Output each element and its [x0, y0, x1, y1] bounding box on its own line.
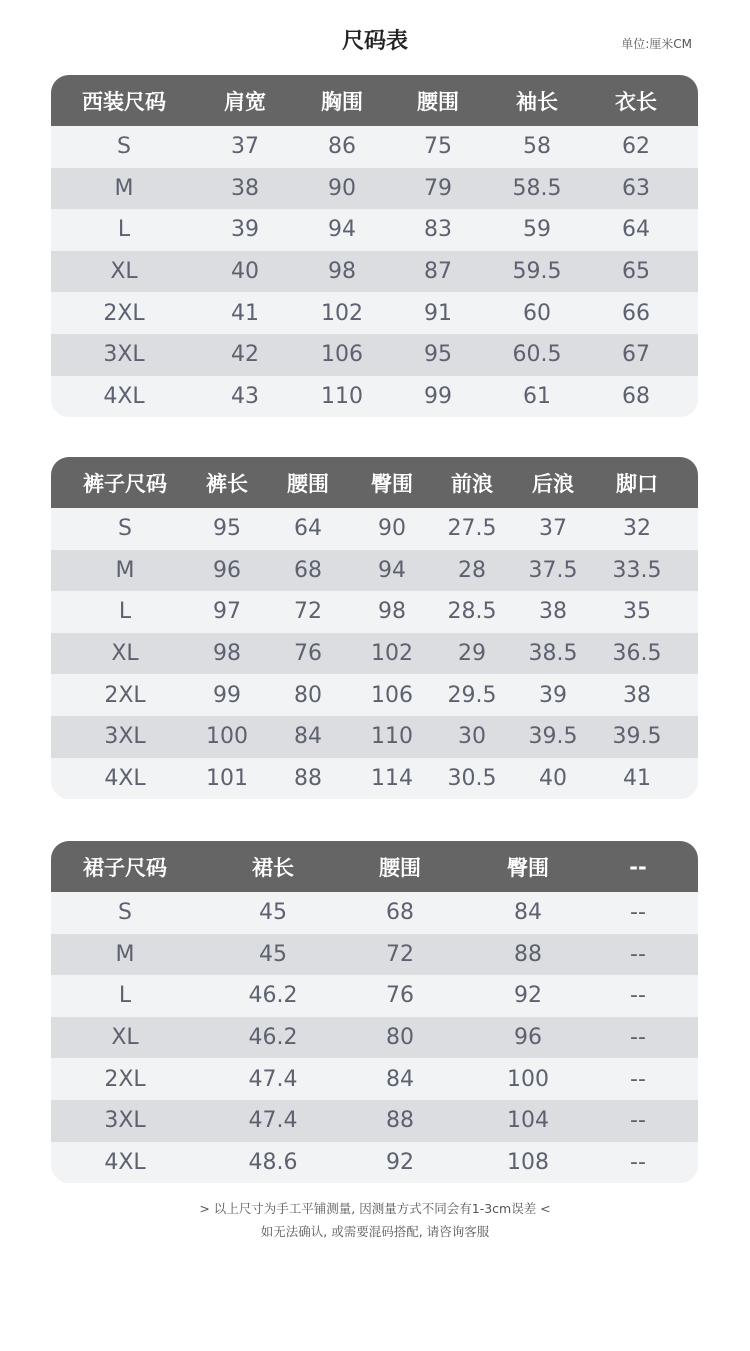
table-cell: 84 [386, 1066, 414, 1092]
skirt-size-table [51, 841, 698, 1183]
table-cell: 38.5 [528, 641, 578, 667]
column-header: -- [629, 854, 647, 879]
table-cell: 94 [378, 557, 406, 583]
size-label: 2XL [104, 1066, 146, 1092]
size-label: M [115, 941, 135, 967]
column-header: 裙长 [252, 855, 294, 880]
table-cell: 97 [213, 599, 241, 625]
table-cell: 72 [294, 599, 322, 625]
table-cell: 102 [321, 300, 363, 326]
table-cell: 33.5 [612, 557, 662, 583]
table-row [51, 892, 698, 934]
table-cell: 62 [622, 134, 650, 160]
table-cell: -- [630, 1108, 646, 1134]
column-header: 腰围 [379, 855, 421, 880]
table-cell: 28.5 [447, 599, 497, 625]
size-label: 4XL [104, 765, 146, 791]
table-cell: 64 [622, 217, 650, 243]
table-cell: 61 [523, 383, 551, 409]
table-cell: 66 [622, 300, 650, 326]
table-cell: 38 [623, 682, 651, 708]
table-row [51, 1100, 698, 1142]
pants-table-header [51, 457, 698, 508]
table-cell: 40 [231, 259, 259, 285]
size-label: L [117, 217, 131, 243]
size-label: 4XL [103, 383, 145, 409]
table-cell: 96 [213, 557, 241, 583]
table-cell: 86 [328, 134, 356, 160]
table-row [51, 376, 698, 418]
column-header: 衣长 [615, 89, 657, 114]
column-header: 臀围 [371, 471, 413, 496]
table-cell: 37 [539, 516, 567, 542]
table-row [51, 1017, 698, 1059]
table-cell: 95 [424, 342, 452, 368]
table-cell: 60.5 [512, 342, 562, 368]
table-row [51, 674, 698, 716]
size-label: 4XL [104, 1149, 146, 1175]
table-cell: 47.4 [248, 1066, 298, 1092]
size-label: 3XL [104, 724, 146, 750]
size-label: M [115, 557, 135, 583]
column-header: 后浪 [532, 471, 574, 496]
table-cell: 102 [371, 641, 413, 667]
table-cell: 38 [539, 599, 567, 625]
table-cell: 48.6 [248, 1149, 298, 1175]
table-cell: 39.5 [528, 724, 578, 750]
table-row [51, 758, 698, 800]
table-cell: 68 [622, 383, 650, 409]
table-cell: 68 [294, 557, 322, 583]
table-cell: 63 [622, 175, 650, 201]
size-label: S [118, 900, 132, 926]
table-cell: -- [630, 1149, 646, 1175]
table-cell: 87 [424, 259, 452, 285]
column-header: 西装尺码 [82, 89, 166, 114]
table-cell: 80 [386, 1025, 414, 1051]
table-cell: 58 [523, 134, 551, 160]
skirt-table-header [51, 841, 698, 892]
table-cell: 45 [259, 941, 287, 967]
table-cell: 91 [424, 300, 452, 326]
table-cell: 40 [539, 765, 567, 791]
pants-size-table [51, 457, 698, 799]
table-cell: 114 [371, 765, 413, 791]
column-header: 裤长 [206, 471, 248, 496]
column-header: 脚口 [616, 471, 658, 496]
table-cell: 99 [424, 383, 452, 409]
size-label: XL [110, 259, 138, 285]
table-cell: -- [630, 983, 646, 1009]
table-cell: 92 [386, 1149, 414, 1175]
table-cell: 29 [458, 641, 486, 667]
table-cell: -- [630, 941, 646, 967]
table-cell: 88 [386, 1108, 414, 1134]
table-row [51, 591, 698, 633]
table-cell: 90 [328, 175, 356, 201]
table-cell: 47.4 [248, 1108, 298, 1134]
table-cell: 43 [231, 383, 259, 409]
table-cell: 39 [539, 682, 567, 708]
column-header: 前浪 [451, 471, 493, 496]
table-cell: 75 [424, 134, 452, 160]
table-cell: 98 [378, 599, 406, 625]
table-cell: 64 [294, 516, 322, 542]
table-cell: 80 [294, 682, 322, 708]
size-label: S [118, 516, 132, 542]
table-cell: 42 [231, 342, 259, 368]
table-row [51, 716, 698, 758]
size-label: 2XL [104, 682, 146, 708]
table-cell: 95 [213, 516, 241, 542]
size-label: 3XL [103, 342, 145, 368]
table-cell: 36.5 [612, 641, 662, 667]
table-row [51, 633, 698, 675]
table-cell: 110 [321, 383, 363, 409]
size-label: XL [111, 1025, 139, 1051]
table-cell: 106 [321, 342, 363, 368]
table-cell: 79 [424, 175, 452, 201]
table-cell: 84 [514, 900, 542, 926]
table-cell: 58.5 [512, 175, 562, 201]
table-cell: 59.5 [512, 259, 562, 285]
column-header: 裤子尺码 [83, 471, 167, 496]
table-row [51, 1142, 698, 1184]
table-cell: 46.2 [248, 1025, 298, 1051]
table-row [51, 975, 698, 1017]
table-cell: 37 [231, 134, 259, 160]
table-row [51, 126, 698, 168]
suit-size-table [51, 75, 698, 417]
table-cell: -- [630, 900, 646, 926]
size-label: L [118, 599, 132, 625]
table-row [51, 168, 698, 210]
table-cell: 90 [378, 516, 406, 542]
table-cell: 100 [507, 1066, 549, 1092]
table-cell: 67 [622, 342, 650, 368]
size-label: L [118, 983, 132, 1009]
table-cell: 84 [294, 724, 322, 750]
size-label: M [114, 175, 134, 201]
column-header: 胸围 [321, 89, 363, 114]
table-row [51, 508, 698, 550]
table-cell: 39.5 [612, 724, 662, 750]
table-cell: 88 [294, 765, 322, 791]
table-cell: 106 [371, 682, 413, 708]
table-cell: 46.2 [248, 983, 298, 1009]
suit-table-header [51, 75, 698, 126]
column-header: 裙子尺码 [83, 855, 167, 880]
column-header: 袖长 [516, 89, 558, 114]
column-header: 腰围 [417, 89, 459, 114]
table-cell: 59 [523, 217, 551, 243]
page-title: 尺码表 [341, 29, 408, 54]
table-cell: 41 [231, 300, 259, 326]
table-cell: 35 [623, 599, 651, 625]
column-header: 臀围 [507, 855, 549, 880]
table-cell: 88 [514, 941, 542, 967]
table-cell: 28 [458, 557, 486, 583]
table-row [51, 209, 698, 251]
table-cell: 37.5 [528, 557, 578, 583]
table-row [51, 1058, 698, 1100]
table-cell: 65 [622, 259, 650, 285]
contact-note: 如无法确认, 或需要混码搭配, 请咨询客服 [260, 1224, 490, 1239]
column-header: 肩宽 [224, 89, 266, 114]
table-cell: 60 [523, 300, 551, 326]
table-row [51, 251, 698, 293]
size-label: 3XL [104, 1108, 146, 1134]
column-header: 腰围 [287, 471, 329, 496]
table-cell: 101 [206, 765, 248, 791]
table-cell: 94 [328, 217, 356, 243]
table-cell: 96 [514, 1025, 542, 1051]
table-cell: 68 [386, 900, 414, 926]
table-row [51, 334, 698, 376]
table-cell: 41 [623, 765, 651, 791]
table-row [51, 934, 698, 976]
table-cell: 38 [231, 175, 259, 201]
table-cell: 45 [259, 900, 287, 926]
size-label: XL [111, 641, 139, 667]
table-cell: 72 [386, 941, 414, 967]
table-row [51, 292, 698, 334]
size-label: S [117, 134, 131, 160]
table-cell: 30.5 [447, 765, 497, 791]
table-cell: 29.5 [447, 682, 497, 708]
table-cell: 39 [231, 217, 259, 243]
table-cell: 110 [371, 724, 413, 750]
table-cell: 99 [213, 682, 241, 708]
size-label: 2XL [103, 300, 145, 326]
unit-label: 单位:厘米CM [621, 37, 692, 51]
table-cell: 98 [213, 641, 241, 667]
measurement-note: > 以上尺寸为手工平铺测量, 因测量方式不同会有1-3cm误差 < [199, 1201, 551, 1216]
table-cell: 27.5 [447, 516, 497, 542]
table-cell: 100 [206, 724, 248, 750]
table-cell: 98 [328, 259, 356, 285]
table-cell: 30 [458, 724, 486, 750]
table-row [51, 550, 698, 592]
table-cell: 83 [424, 217, 452, 243]
table-cell: 76 [386, 983, 414, 1009]
table-cell: 32 [623, 516, 651, 542]
table-cell: 104 [507, 1108, 549, 1134]
table-cell: -- [630, 1066, 646, 1092]
table-cell: 76 [294, 641, 322, 667]
table-cell: 92 [514, 983, 542, 1009]
table-cell: 108 [507, 1149, 549, 1175]
table-cell: -- [630, 1025, 646, 1051]
